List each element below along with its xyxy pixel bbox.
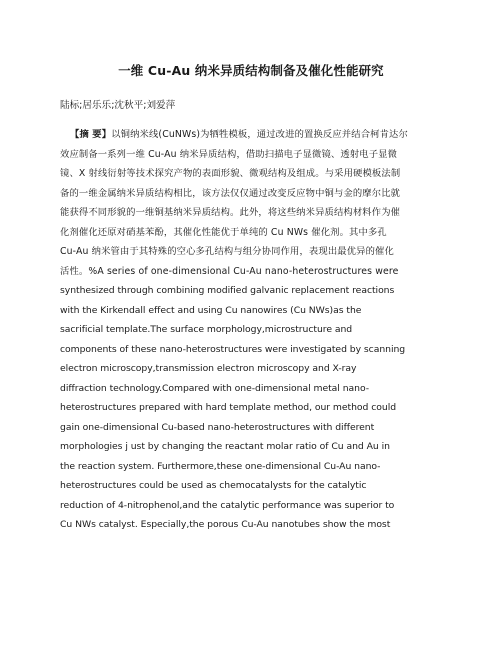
abstract-line: 效应制备一系列一维 Cu-Au 纳米异质结构，借助扫描电子显微镜、透射电子显微 [60, 148, 398, 160]
abstract-line: 化剂催化还原对硝基苯酚，其催化性能优于单纯的 Cu NWs 催化剂。其中多孔 [60, 226, 387, 238]
abstract-line: heterostructures could be used as chemocatalysts for the catalytic [60, 480, 367, 491]
abstract-line: gain one-dimensional Cu-based nano-heterostructures with different [60, 421, 375, 433]
abstract-label: 【摘 要】 [70, 129, 112, 140]
abstract-line: with the Kirkendall effect and using Cu nanowires (Cu NWs)as the [60, 304, 362, 316]
abstract-line: 【摘 要】以铜纳米线(CuNWs)为牺牲模板，通过改进的置换反应并结合柯肯达尔 [70, 129, 408, 140]
abstract-line: 镜、X 射线衍射等技术探究产物的表面形貌、微观结构及组成。与采用硬模板法制 [60, 168, 401, 179]
abstract-block [60, 125, 444, 535]
abstract-line: diffraction technology.Compared with one-dimensional metal nano- [60, 382, 370, 394]
abstract-line: Cu-Au 纳米管由于其特殊的空心多孔结构与组分协同作用，表现出最优异的催化 [60, 246, 394, 257]
abstract-line: synthesized through combining modified galvanic replacement reactions [60, 285, 395, 296]
paper-title: 一维 Cu-Au 纳米异质结构制备及催化性能研究 [118, 63, 384, 78]
paper-authors: 陆标;居乐乐;沈秋平;刘爱萍 [60, 100, 176, 111]
abstract-line: heterostructures prepared with hard template method, our method could [60, 402, 397, 413]
abstract-line: components of these nano-heterostructures were investigated by scanning [60, 343, 406, 355]
abstract-line: 能获得不同形貌的一维铜基纳米异质结构。此外，将这些纳米异质结构材料作为催 [60, 207, 401, 218]
abstract-line: 活性。%A series of one-dimensional Cu-Au nano-heterostructures were [60, 265, 399, 277]
abstract-line: Cu NWs catalyst. Especially,the porous Cu-Au nanotubes show the most [60, 519, 391, 530]
abstract-line: sacrificial template.The surface morphology,microstructure and [60, 324, 353, 335]
abstract-line: the reaction system. Furthermore,these one-dimensional Cu-Au nano- [60, 460, 381, 472]
abstract-line: 备的一维金属纳米异质结构相比，该方法仅仅通过改变反应物中铜与金的摩尔比就 [60, 187, 401, 199]
abstract-line: morphologies j ust by changing the reactant molar ratio of Cu and Au in [60, 441, 390, 452]
abstract-line: reduction of 4-nitrophenol,and the catalytic performance was superior to [60, 499, 395, 511]
abstract-line: electron microscopy,transmission electron microscopy and X-ray [60, 363, 357, 374]
